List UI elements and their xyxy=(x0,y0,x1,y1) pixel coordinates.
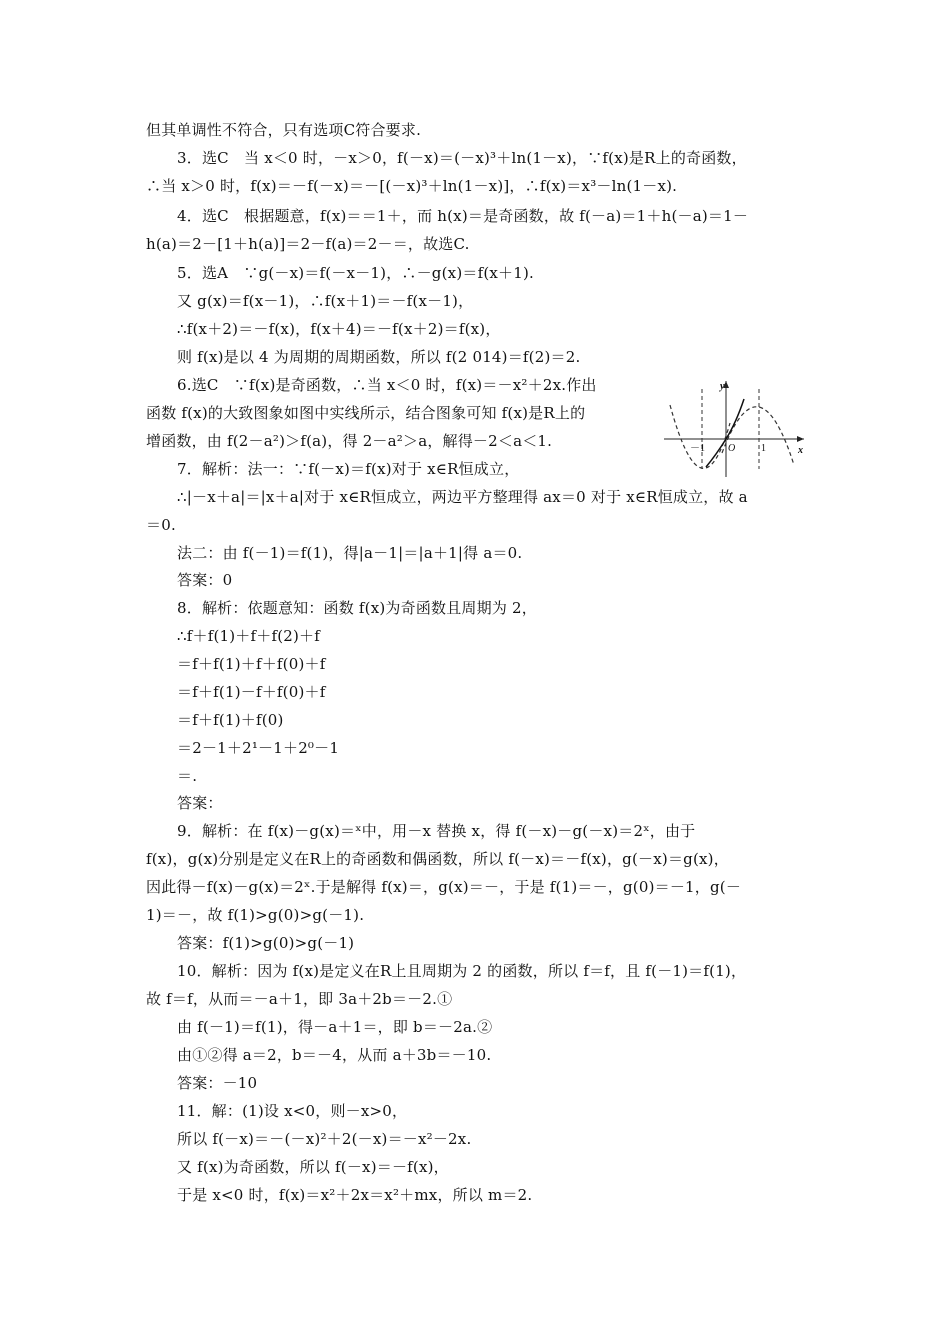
function-graph-svg xyxy=(664,377,810,477)
text-line: 6.选C ∵f(x)是奇函数，∴当 x＜0 时，f(x)＝－x²＋2x.作出 xyxy=(177,376,597,394)
text-line: 增函数，由 f(2－a²)＞f(a)，得 2－a²＞a，解得－2＜a＜1. xyxy=(146,432,553,450)
text-line: ∴|－x＋a|＝|x＋a|对于 x∈R恒成立，两边平方整理得 ax＝0 对于 x∈R恒成立，故 a xyxy=(177,488,748,506)
text-line: f(x)，g(x)分别是定义在R上的奇函数和偶函数，所以 f(－x)＝－f(x)，g(－x)＝g(x)， xyxy=(146,850,729,868)
dashed-curve-right xyxy=(722,407,794,465)
text-line: 1)＝－，故 f(1)>g(0)>g(－1). xyxy=(146,906,365,924)
text-line: ＝. xyxy=(177,767,198,785)
text-line: ＝0. xyxy=(146,516,176,534)
text-line: 由 f(－1)＝f(1)，得－a＋1＝，即 b＝－2a.② xyxy=(177,1018,493,1036)
text-line: 又 f(x)为奇函数，所以 f(－x)＝－f(x)， xyxy=(177,1158,449,1176)
text-line: 答案：f(1)>g(0)>g(－1) xyxy=(177,934,355,952)
text-line: ∴f＋f(1)＋f＋f(2)＋f xyxy=(177,627,320,645)
text-line: ∴当 x＞0 时，f(x)＝－f(－x)＝－[(－x)³＋ln(1－x)]，∴f(x)＝x³－ln(1－x). xyxy=(146,177,678,195)
text-line: h(a)＝2－[1＋h(a)]＝2－f(a)＝2－＝，故选C. xyxy=(146,235,470,253)
y-axis-label: y xyxy=(720,381,725,392)
text-line: 答案： xyxy=(177,794,223,812)
text-line: ＝2－1＋2¹－1＋2⁰－1 xyxy=(177,739,340,757)
text-line: 3．选C 当 x＜0 时，－x＞0，f(－x)＝(－x)³＋ln(1－x)，∵f(x)是R上的奇函数， xyxy=(177,149,747,167)
text-line: 则 f(x)是以 4 为周期的周期函数，所以 f(2 014)＝f(2)＝2. xyxy=(177,348,581,366)
text-line: 7．解析：法一：∵f(－x)＝f(x)对于 x∈R恒成立， xyxy=(177,460,520,478)
text-line: 11．解：(1)设 x<0，则－x>0， xyxy=(177,1102,408,1120)
origin-label: O xyxy=(728,443,736,454)
dashed-curve-left xyxy=(670,405,730,468)
text-line: 10．解析：因为 f(x)是定义在R上且周期为 2 的函数，所以 f＝f，且 f(－1)＝f(1)， xyxy=(177,962,747,980)
text-line: 5．选A ∵g(－x)＝f(－x－1)，∴－g(x)＝f(x＋1). xyxy=(177,264,534,282)
text-line: 于是 x<0 时，f(x)＝x²＋2x＝x²＋mx，所以 m＝2. xyxy=(177,1186,533,1204)
text-line: 9．解析：在 f(x)－g(x)＝ˣ中，用－x 替换 x，得 f(－x)－g(－x)＝2ˣ，由于 xyxy=(177,822,696,840)
text-line: 答案：－10 xyxy=(177,1074,258,1092)
tick-label-neg-one: －1 xyxy=(690,443,705,454)
text-line: 由①②得 a＝2，b＝－4，从而 a＋3b＝－10. xyxy=(177,1046,492,1064)
text-line: 所以 f(－x)＝－(－x)²＋2(－x)＝－x²－2x. xyxy=(177,1130,472,1148)
text-line: 答案：0 xyxy=(177,571,233,589)
text-line: 因此得－f(x)－g(x)＝2ˣ.于是解得 f(x)＝，g(x)＝－，于是 f(1)＝－，g(0)＝－1，g(－ xyxy=(146,878,742,896)
x-axis-arrow xyxy=(797,436,804,442)
text-line: ∴f(x＋2)＝－f(x)，f(x＋4)＝－f(x＋2)＝f(x)， xyxy=(177,320,501,338)
tick-label-one: 1 xyxy=(761,443,766,454)
x-axis-label: x xyxy=(798,445,803,456)
text-line: 法二：由 f(－1)＝f(1)，得|a－1|＝|a＋1|得 a＝0. xyxy=(177,544,523,562)
solid-curve xyxy=(706,399,744,467)
function-graph-figure xyxy=(664,377,810,477)
text-line: 8．解析：依题意知：函数 f(x)为奇函数且周期为 2， xyxy=(177,599,537,617)
text-line: ＝f＋f(1)－f＋f(0)＋f xyxy=(177,683,326,701)
text-line: 又 g(x)＝f(x－1)，∴f(x＋1)＝－f(x－1)， xyxy=(177,292,474,310)
text-line: 函数 f(x)的大致图象如图中实线所示，结合图象可知 f(x)是R上的 xyxy=(146,404,586,422)
text-line: 但其单调性不符合，只有选项C符合要求. xyxy=(146,121,422,139)
text-line: ＝f＋f(1)＋f(0) xyxy=(177,711,284,729)
text-line: 4．选C 根据题意，f(x)＝＝1＋，而 h(x)＝是奇函数，故 f(－a)＝1＋h(－a)＝1－ xyxy=(177,207,749,225)
text-line: 故 f＝f，从而＝－a＋1，即 3a＋2b＝－2.① xyxy=(146,990,453,1008)
text-line: ＝f＋f(1)＋f＋f(0)＋f xyxy=(177,655,326,673)
